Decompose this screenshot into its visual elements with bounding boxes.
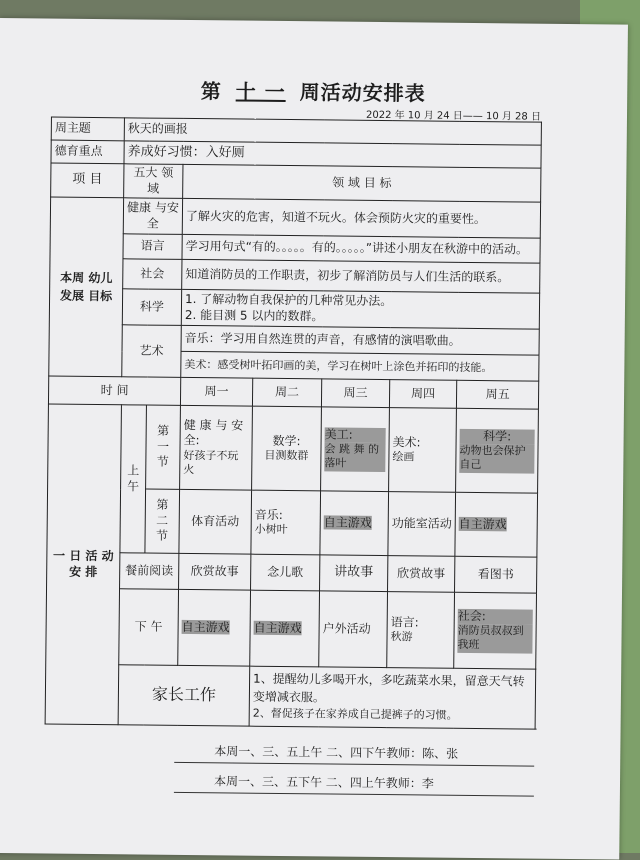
period-2-label: 第 二 节 — [145, 489, 180, 553]
domain-health: 健康 与安全 — [123, 198, 182, 235]
page-title — [0, 73, 627, 109]
reading-tue: 念儿歌 — [251, 554, 320, 591]
pm-mon: 自主游戏 — [178, 590, 251, 667]
p1-mon: 健 康 与 安 全: 好孩子不玩火 — [180, 406, 253, 491]
goal-language: 学习用句式“有的。。。。。有的。。。。。”讲述小朋友在秋游中的活动。 — [182, 235, 540, 264]
parent-work-label: 家长工作 — [118, 665, 250, 726]
parent-item-1: 1、提醒幼儿多喝开水，多吃蔬菜水果，留意天气转变增减衣服。 — [252, 672, 525, 705]
title-prefix: 第 — [200, 79, 222, 104]
reading-fri: 看图书 — [455, 556, 537, 593]
p2-mon: 体育活动 — [179, 490, 252, 555]
day-tue: 周二 — [252, 378, 321, 407]
teacher-line-1: 本周一、三、五上午 二、四下午教师：陈、张 — [214, 744, 459, 761]
goal-science-2: 2. 能目测 5 以内的数群。 — [184, 307, 324, 324]
goal-science — [181, 290, 539, 330]
theme-label: 周主题 — [51, 117, 124, 141]
daily-activity-label: 一 日 活 动 安 排 — [45, 404, 121, 725]
day-wed: 周三 — [321, 379, 389, 408]
pm-thu: 语言: 秋游 — [387, 592, 455, 669]
day-thu: 周四 — [389, 380, 456, 409]
header-domain5: 五大 领 域 — [124, 164, 183, 199]
domain-art: 艺术 — [122, 325, 182, 378]
p2-thu: 功能室活动 — [388, 492, 456, 557]
goal-society: 知道消防员的工作职责，初步了解消防员与人们生活的联系。 — [182, 260, 540, 294]
schedule-paper — [0, 18, 628, 860]
teacher-line-2-rule — [174, 792, 534, 797]
day-mon: 周一 — [180, 378, 252, 407]
parent-work-content — [249, 666, 536, 729]
domain-science: 科学 — [122, 289, 181, 326]
parent-item-2: 2、督促孩子在家养成自己提裤子的习惯。 — [252, 706, 458, 722]
teacher-line-1-rule — [174, 762, 534, 767]
p2-tue: 音乐: 小树叶 — [251, 490, 321, 555]
morning-label: 上 午 — [120, 405, 147, 553]
day-fri: 周五 — [456, 380, 538, 409]
theme-value: 秋天的画报 — [124, 118, 541, 145]
period-1-label: 第 一 节 — [146, 405, 181, 489]
pm-tue: 自主游戏 — [250, 590, 320, 667]
goal-science-1: 1. 了解动物自我保护的几种常见办法。 — [184, 292, 393, 309]
p1-thu: 美术: 绘画 — [389, 408, 457, 493]
header-goal: 领 域 目 标 — [183, 164, 541, 202]
date-range: 2022 年 10 月 24 日—— 10 月 28 日 — [365, 109, 542, 123]
pm-wed: 户外活动 — [319, 591, 388, 668]
weekly-goal-label: 本周 幼儿 发展 目标 — [49, 197, 124, 377]
goal-health: 了解火灾的危害，知道不玩火。体会预防火灾的重要性。 — [182, 199, 540, 239]
time-label: 时 间 — [48, 376, 180, 405]
p1-wed: 美工: 会 跳 舞 的落叶 — [321, 407, 390, 492]
teacher-line-2: 本周一、三、五下午 二、四上午教师：李 — [213, 774, 434, 791]
p2-wed: 自主游戏 — [320, 491, 389, 556]
reading-wed: 讲故事 — [320, 555, 388, 592]
p1-tue: 数学: 目测数群 — [252, 406, 322, 491]
domain-society: 社会 — [123, 259, 182, 290]
goal-art-music: 音乐：学习用自然连贯的声音，有感情的演唱歌曲。 — [181, 326, 539, 356]
reading-thu: 欣赏故事 — [388, 556, 455, 593]
moral-label: 德育重点 — [51, 140, 124, 164]
reading-label: 餐前阅读 — [120, 553, 179, 590]
afternoon-label: 下 午 — [119, 589, 179, 666]
reading-mon: 欣赏故事 — [179, 554, 251, 591]
p2-fri: 自主游戏 — [455, 492, 538, 557]
p1-fri: 科学: 动物也会保护自己 — [456, 408, 539, 493]
moral-value: 养成好习惯：入好厕 — [124, 141, 541, 168]
pm-fri: 社会: 消防员叔叔到我班 — [454, 592, 537, 669]
domain-language: 语言 — [123, 234, 182, 260]
schedule-table — [45, 117, 542, 730]
title-week-number: 十 一 — [235, 79, 286, 104]
title-suffix: 周活动安排表 — [299, 80, 426, 106]
goal-art-fine: 美术：感受树叶拓印画的美，学习在树叶上涂色并拓印的技能。 — [181, 352, 539, 382]
header-project: 项 目 — [51, 163, 124, 198]
